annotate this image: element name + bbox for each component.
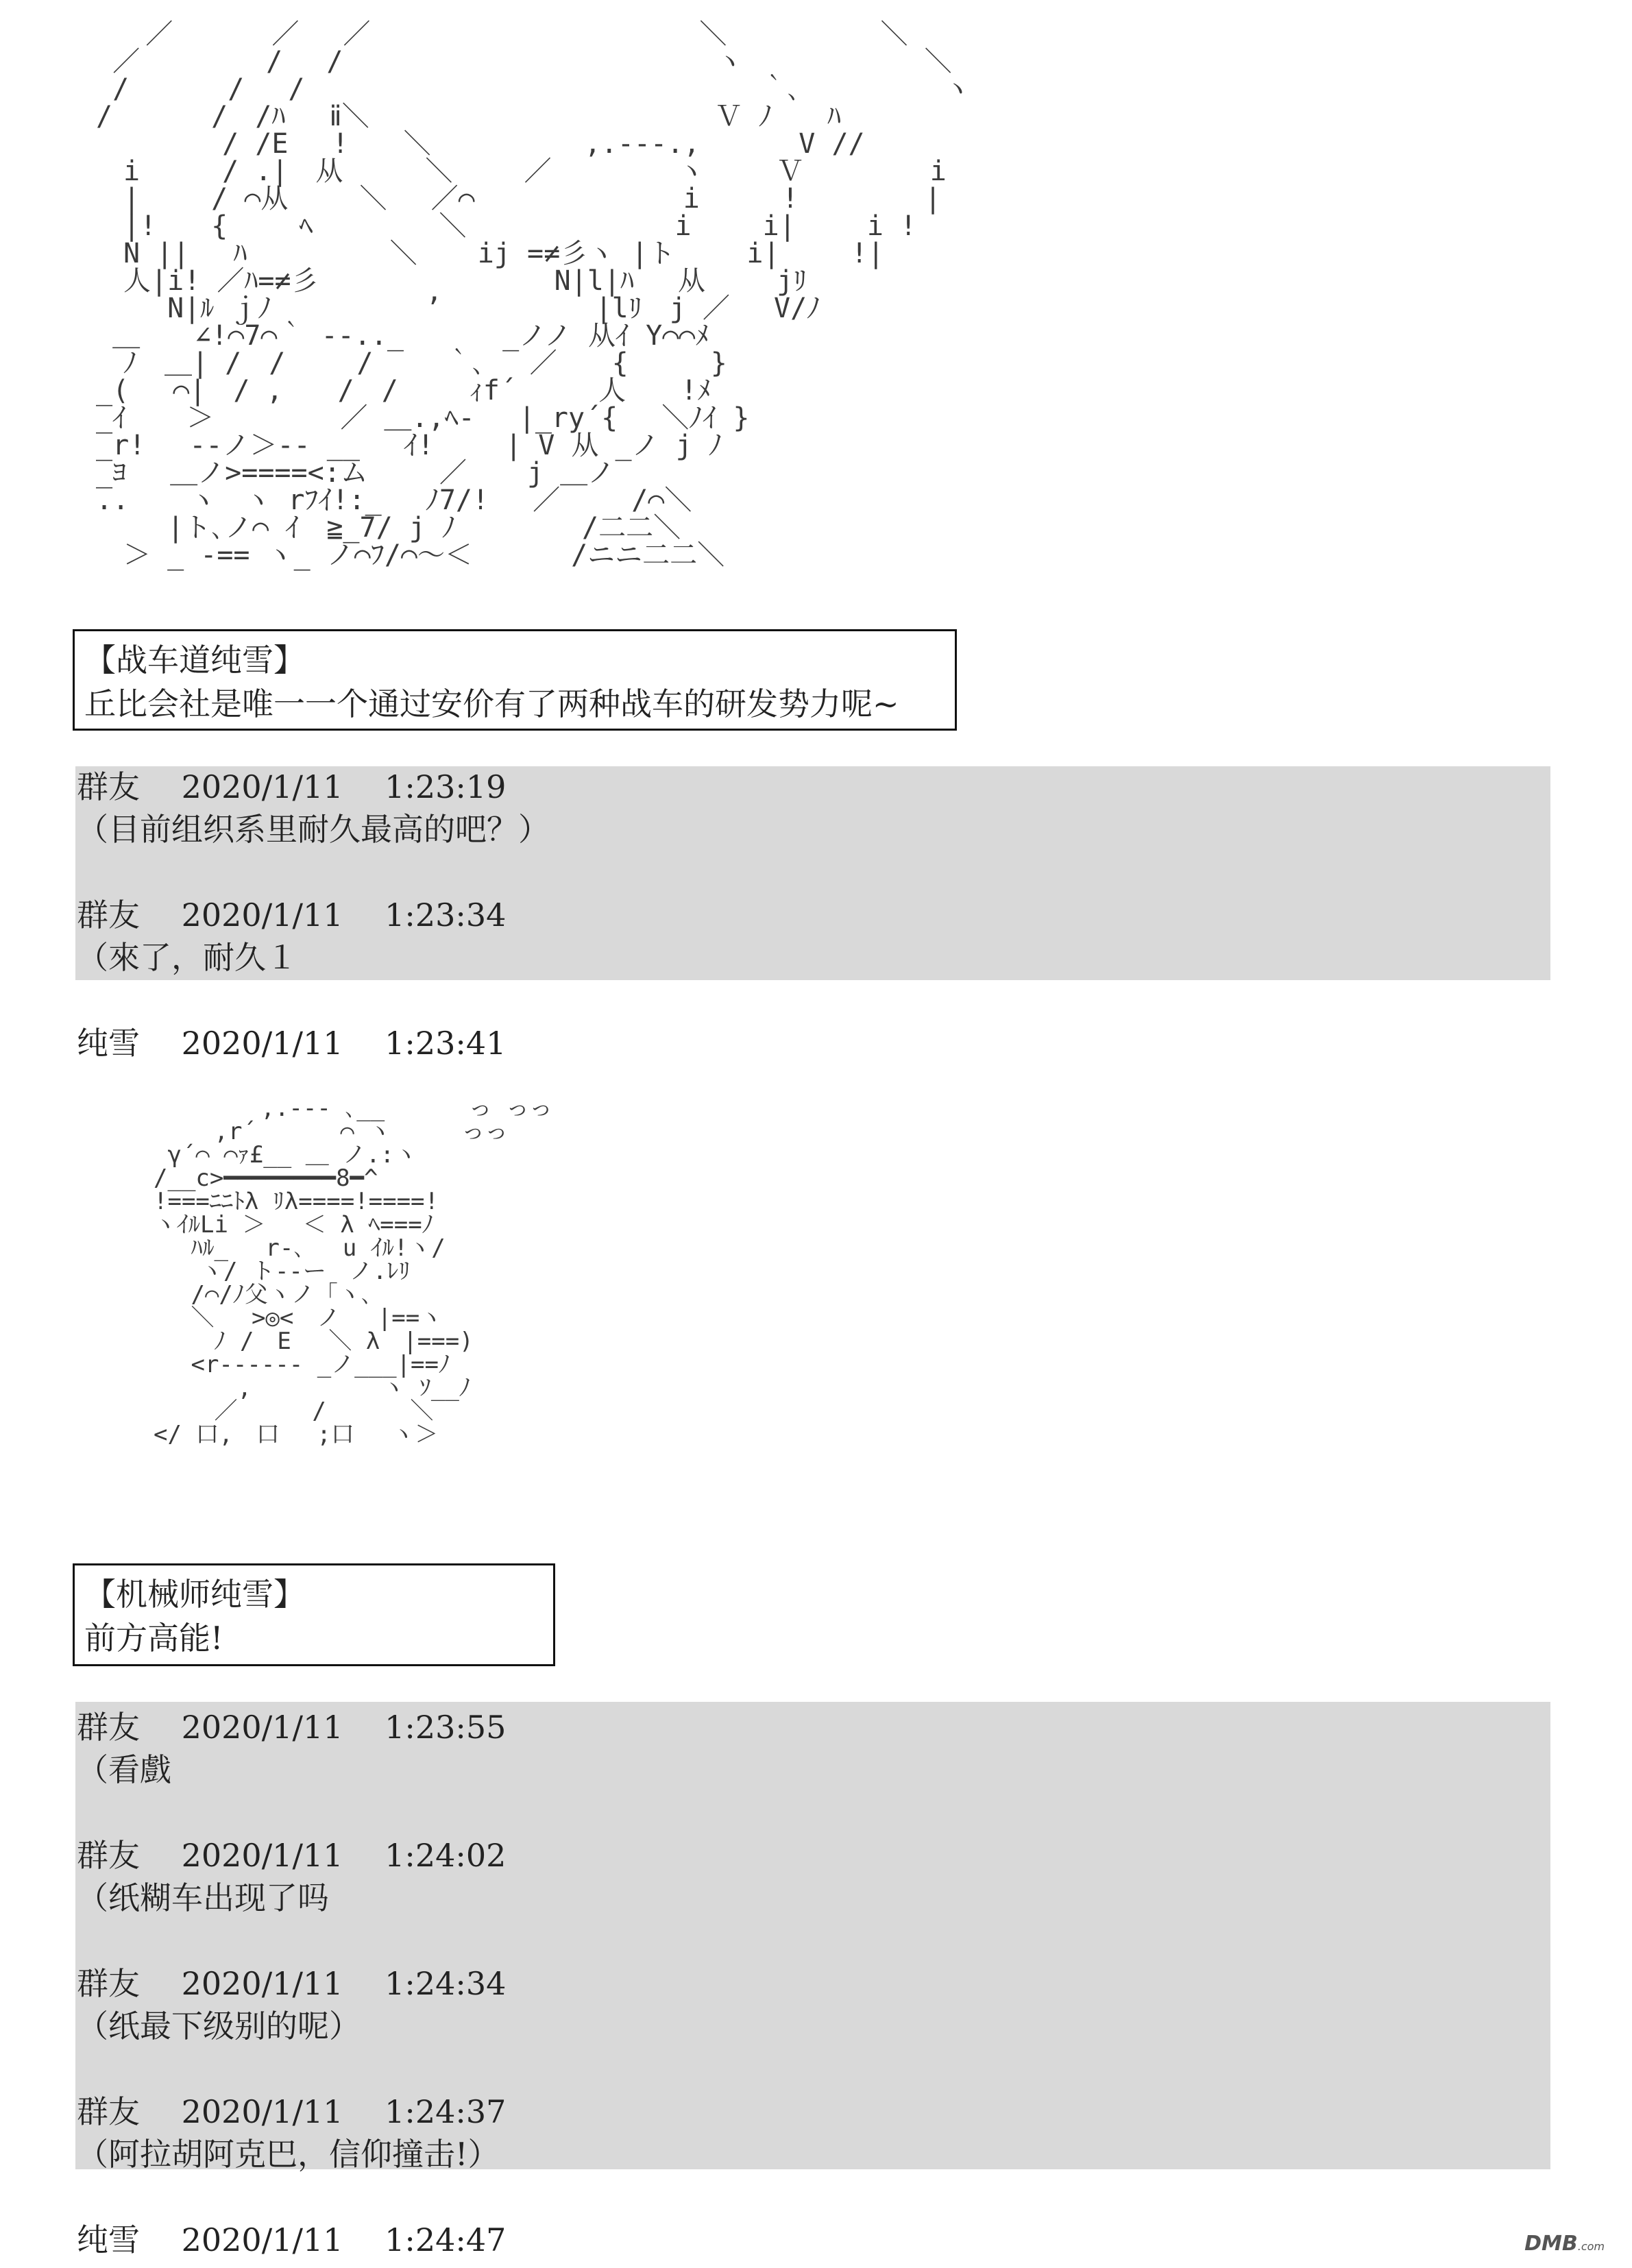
chat-header: 群友 2020/1/11 1:23:55 bbox=[77, 1709, 507, 1746]
chat-message: （阿拉胡阿克巴，信仰撞击!） bbox=[77, 2136, 500, 2173]
caption-title: 【战车道纯雪】 bbox=[84, 642, 305, 679]
chat-header: 群友 2020/1/11 1:24:37 bbox=[77, 2093, 507, 2130]
watermark-suffix: .com bbox=[1577, 2240, 1605, 2253]
ascii-art-mechanic-character: ,.-‐‐ ､__ っ っっ ,r´ ⌒ ヽ っっ γ´⌒ ⌒ｧ£__ ＿ ノ.:ヽ /__c>━━━━━━━━8━^ !===ﾆﾆﾄλ ﾘλ====!====! ヽｲﾙLi ＞ ＜ λ ﾍ===ﾉ ﾊﾙ_ r-､ u ｲﾙ!ヽ/ ヽ/ ト-‐ー ノ.ﾚﾘ /⌒/ﾉ父ヽノ「ヽ､ ＼ >◎< ノ |==ヽ ﾉ / E ＼ λ |===) <r-‐---‐ _ノ___|==ﾉ , ヽ ｿ__ﾉ ／ / ＼ </ 口, 口 ;口 ヽ＞ bbox=[153, 1095, 553, 1448]
caption-box bbox=[73, 629, 957, 731]
chat-message: （纸最下级别的呢） bbox=[77, 2008, 361, 2045]
chat-header: 群友 2020/1/11 1:24:02 bbox=[77, 1837, 507, 1874]
chat-header: 群友 2020/1/11 1:24:34 bbox=[77, 1965, 507, 2002]
chat-message: （看戲 bbox=[77, 1751, 171, 1788]
watermark-logo bbox=[1524, 2232, 1605, 2256]
chat-message: （纸糊车出现了吗 bbox=[77, 1879, 329, 1916]
chat-header: 群友 2020/1/11 1:23:19 bbox=[77, 768, 507, 805]
ascii-art-tank-character: ／ ／ ／ ＼ ＼ ／ / / ヽ ＼ / / / ｀､ ヽ / / /ﾊ ⅱ＼ Ｖ ﾉ ﾊ / /E ! ＼ ,.-‐-., V // i / .| 从 ＼ ／ ヽ Ｖ i | / ⌒从 ＼ ／⌒ i ! | |! { ﾍ ＼ i i| i ! N || ﾊ ＼ ij =≠彡ヽ |ト i| !| 人|i! ／ﾊ=≠彡 N|l|ﾊ 从 jﾘ N|ﾙ ｊﾉ ’ |lﾘ j ／ V/ﾉ ＿ ∠!⌒7⌒｀ ‐‐.._ _ノノ 从ｲ Y⌒⌒ﾒ ﾉ ＿| / / / ｀､ ／ { } _( ⌒| / , / / ｨf´ 人 !ﾒ _ｲ ＞ ／ ＿.,ﾍ- |_ry´{ ＼ﾉｲ } _r! --ノ＞-- __ ｲ! | V 从 _ノ j ﾉ _ﾖ ＿ノ>====<:ム ／ j ＿ノ .. ヽ ヽ rﾌｲ!:_ ﾉ7/! ／ /⌒＼ |ト､ノ⌒ ｲ ≧_7/ j ﾉ /二二＼ ＞ _ -== ヽ_ ノ⌒ﾌ/⌒～＜ /ニニ二二＼ bbox=[96, 19, 971, 571]
caption-box bbox=[73, 1563, 555, 1666]
chat-message: （目前组织系里耐久最高的吧？） bbox=[77, 811, 550, 848]
chat-header: 群友 2020/1/11 1:23:34 bbox=[77, 897, 507, 934]
post-header: 纯雪 2020/1/11 1:23:41 bbox=[77, 1025, 507, 1062]
caption-text: 丘比会社是唯一一个通过安价有了两种战车的研发势力呢~ bbox=[84, 685, 899, 722]
watermark-text: DMB bbox=[1524, 2232, 1578, 2256]
post-header: 纯雪 2020/1/11 1:24:47 bbox=[77, 2221, 507, 2258]
chat-message: （來了，耐久１ bbox=[77, 939, 297, 976]
caption-title: 【机械师纯雪】 bbox=[84, 1576, 305, 1613]
caption-text: 前方高能! bbox=[84, 1620, 223, 1657]
